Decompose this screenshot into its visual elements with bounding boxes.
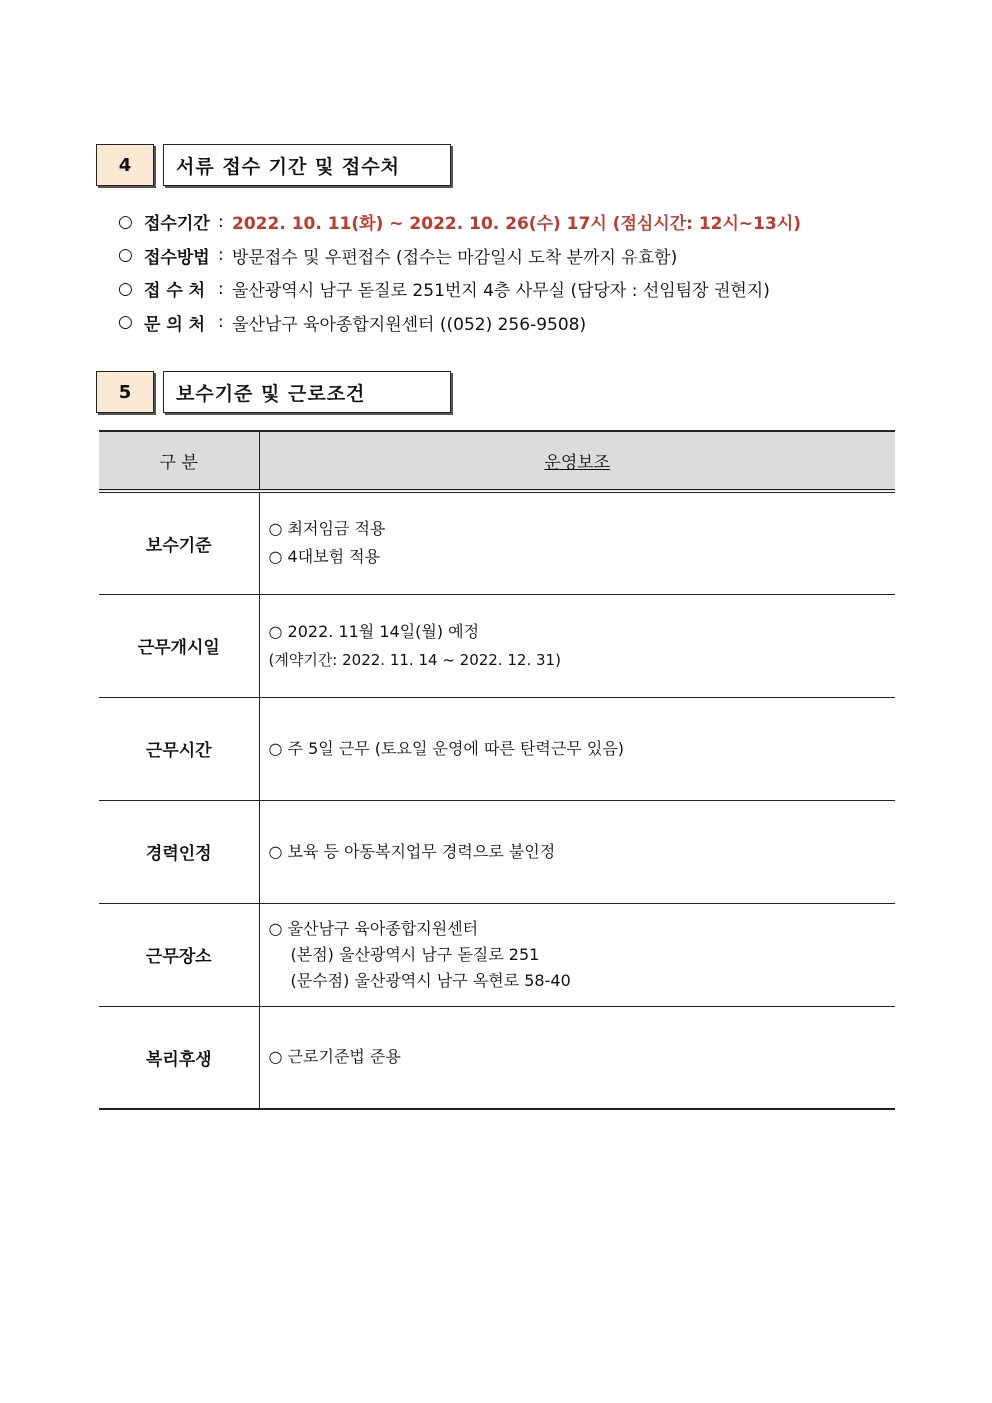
circle-bullet-icon: ○ [118, 245, 133, 266]
table-header-row [99, 431, 895, 491]
header-position [259, 431, 895, 491]
row-value [259, 697, 895, 800]
info-label: 접수기간 [144, 214, 210, 235]
row-line: ○ 울산남구 육아종합지원센터 [268, 918, 479, 938]
circle-bullet-icon: ○ [118, 278, 133, 299]
circle-bullet-icon: ○ [118, 211, 133, 232]
info-value: 울산남구 육아종합지원센터 ((052) 256-9508) [232, 314, 587, 335]
table-row [99, 903, 895, 1006]
section-4-title: 서류 접수 기간 및 접수처 [163, 144, 451, 186]
table-row [99, 491, 895, 594]
info-row-contact [118, 306, 801, 340]
table-row [99, 1006, 895, 1109]
row-value [259, 800, 895, 903]
header-category: 구 분 [99, 431, 259, 491]
info-label: 접 수 처 [144, 281, 206, 302]
header-position-label: 운영보조 [544, 453, 611, 473]
row-label: 근무개시일 [99, 594, 259, 697]
row-line: (문수점) 울산광역시 남구 옥현로 58-40 [290, 970, 571, 990]
info-value: 2022. 10. 11(화) ~ 2022. 10. 26(수) 17시 (점심시간: 12시~13시) [232, 214, 802, 235]
info-label: 접수방법 [144, 247, 210, 268]
colon: : [218, 278, 224, 299]
row-label: 근무시간 [99, 697, 259, 800]
row-value [259, 903, 895, 1006]
row-label: 보수기준 [99, 491, 259, 594]
colon: : [218, 245, 224, 266]
table-row [99, 697, 895, 800]
info-label: 문 의 처 [144, 314, 206, 335]
row-line: ○ 보육 등 아동복지업무 경력으로 불인정 [268, 841, 556, 861]
row-line: ○ 2022. 11월 14일(월) 예정 [268, 621, 480, 641]
colon: : [218, 312, 224, 333]
row-line: ○ 주 5일 근무 (토요일 운영에 따른 탄력근무 있음) [268, 738, 625, 758]
row-line: (계약기간: 2022. 11. 14 ~ 2022. 12. 31) [268, 650, 561, 669]
row-label: 복리후생 [99, 1006, 259, 1109]
row-label: 근무장소 [99, 903, 259, 1006]
row-value [259, 491, 895, 594]
info-value: 방문접수 및 우편접수 (접수는 마감일시 도착 분까지 유효함) [232, 247, 678, 268]
colon: : [218, 211, 224, 232]
row-value [259, 1006, 895, 1109]
row-label: 경력인정 [99, 800, 259, 903]
table-row [99, 594, 895, 697]
row-line: ○ 4대보험 적용 [268, 547, 381, 567]
section-4-number: 4 [96, 144, 154, 186]
info-value: 울산광역시 남구 돋질로 251번지 4층 사무실 (담당자 : 선임팀장 권현지) [232, 281, 770, 302]
working-conditions-table [99, 430, 895, 1110]
row-line: ○ 최저임금 적용 [268, 519, 386, 539]
info-row-method [118, 239, 801, 273]
row-line: (본점) 울산광역시 남구 돋질로 251 [290, 944, 540, 964]
section-5-title: 보수기준 및 근로조건 [163, 371, 451, 413]
row-value [259, 594, 895, 697]
row-line: ○ 근로기준법 준용 [268, 1047, 401, 1067]
table-row [99, 800, 895, 903]
info-row-period [118, 205, 801, 239]
section-5-number: 5 [96, 371, 154, 413]
circle-bullet-icon: ○ [118, 312, 133, 333]
application-info-list [118, 205, 801, 339]
info-row-place [118, 272, 801, 306]
